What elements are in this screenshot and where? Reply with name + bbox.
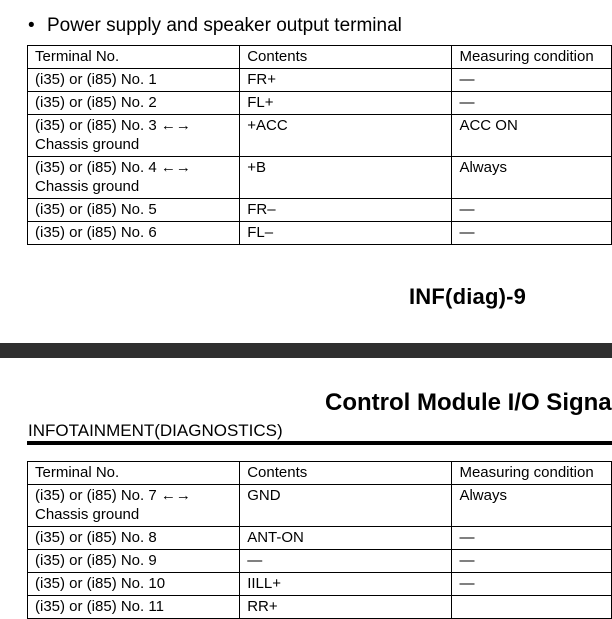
terminal-line: (i35) or (i85) No. 10 [35, 575, 166, 592]
section-heading [28, 15, 402, 37]
terminal-line: (i35) or (i85) No. 4 ←→ [35, 159, 191, 176]
table-header-row [28, 46, 612, 69]
table-row [28, 527, 612, 550]
table-row [28, 222, 612, 245]
header-contents: Contents [240, 46, 452, 69]
terminal-line: (i35) or (i85) No. 9 [35, 552, 157, 569]
condition-cell: — [452, 222, 612, 245]
terminal-line: (i35) or (i85) No. 5 [35, 201, 157, 218]
header-contents: Contents [240, 462, 452, 485]
contents-cell: RR+ [240, 596, 452, 619]
contents-cell: FR– [240, 199, 452, 222]
contents-cell: ANT-ON [240, 527, 452, 550]
table-row [28, 92, 612, 115]
condition-cell: Always [452, 485, 612, 527]
table-row [28, 157, 612, 199]
contents-cell: FR+ [240, 69, 452, 92]
terminal-line: (i35) or (i85) No. 2 [35, 94, 157, 111]
terminal-table-power-speaker [27, 45, 612, 245]
page-separator [0, 343, 612, 358]
table-row [28, 115, 612, 157]
table-body [28, 462, 612, 619]
header-rule-divider [27, 441, 612, 445]
terminal-line-ground: Chassis ground [35, 506, 140, 523]
terminal-cell [28, 573, 240, 596]
table-row [28, 199, 612, 222]
table-row [28, 596, 612, 619]
section-heading-text: Power supply and speaker output terminal [47, 15, 402, 36]
condition-cell: — [452, 69, 612, 92]
table-body [28, 46, 612, 245]
table-row [28, 573, 612, 596]
header-measuring-condition: Measuring condition [452, 46, 612, 69]
table-row [28, 550, 612, 573]
bullet-icon: • [28, 15, 35, 36]
terminal-line: (i35) or (i85) No. 6 [35, 224, 157, 241]
terminal-line-ground: Chassis ground [35, 136, 140, 153]
header-terminal-no: Terminal No. [28, 46, 240, 69]
terminal-cell [28, 157, 240, 199]
condition-cell: Always [452, 157, 612, 199]
condition-cell: — [452, 573, 612, 596]
terminal-cell [28, 199, 240, 222]
table-row [28, 485, 612, 527]
contents-cell: +B [240, 157, 452, 199]
page-number: INF(diag)-9 [409, 284, 527, 309]
terminal-line: (i35) or (i85) No. 11 [35, 598, 164, 615]
condition-cell: — [452, 527, 612, 550]
terminal-cell [28, 92, 240, 115]
condition-cell: — [452, 550, 612, 573]
header-measuring-condition: Measuring condition [452, 462, 612, 485]
terminal-cell [28, 222, 240, 245]
terminal-line: (i35) or (i85) No. 3 ←→ [35, 117, 191, 134]
condition-cell: ACC ON [452, 115, 612, 157]
terminal-cell [28, 527, 240, 550]
contents-cell: — [240, 550, 452, 573]
condition-cell [452, 596, 612, 619]
terminal-line-ground: Chassis ground [35, 178, 140, 195]
table-header-row [28, 462, 612, 485]
condition-cell: — [452, 92, 612, 115]
table-row [28, 69, 612, 92]
terminal-cell [28, 550, 240, 573]
terminal-line: (i35) or (i85) No. 1 [35, 71, 157, 88]
contents-cell: +ACC [240, 115, 452, 157]
terminal-line: (i35) or (i85) No. 7 ←→ [35, 487, 191, 504]
contents-cell: IILL+ [240, 573, 452, 596]
terminal-cell [28, 69, 240, 92]
page-title: Control Module I/O Signa [325, 389, 612, 416]
contents-cell: FL+ [240, 92, 452, 115]
terminal-line: (i35) or (i85) No. 8 [35, 529, 157, 546]
terminal-cell [28, 596, 240, 619]
terminal-cell [28, 485, 240, 527]
terminal-table-io-signal [27, 461, 612, 619]
header-terminal-no: Terminal No. [28, 462, 240, 485]
condition-cell: — [452, 199, 612, 222]
running-header: INFOTAINMENT(DIAGNOSTICS) [28, 421, 283, 440]
contents-cell: GND [240, 485, 452, 527]
terminal-cell [28, 115, 240, 157]
contents-cell: FL– [240, 222, 452, 245]
